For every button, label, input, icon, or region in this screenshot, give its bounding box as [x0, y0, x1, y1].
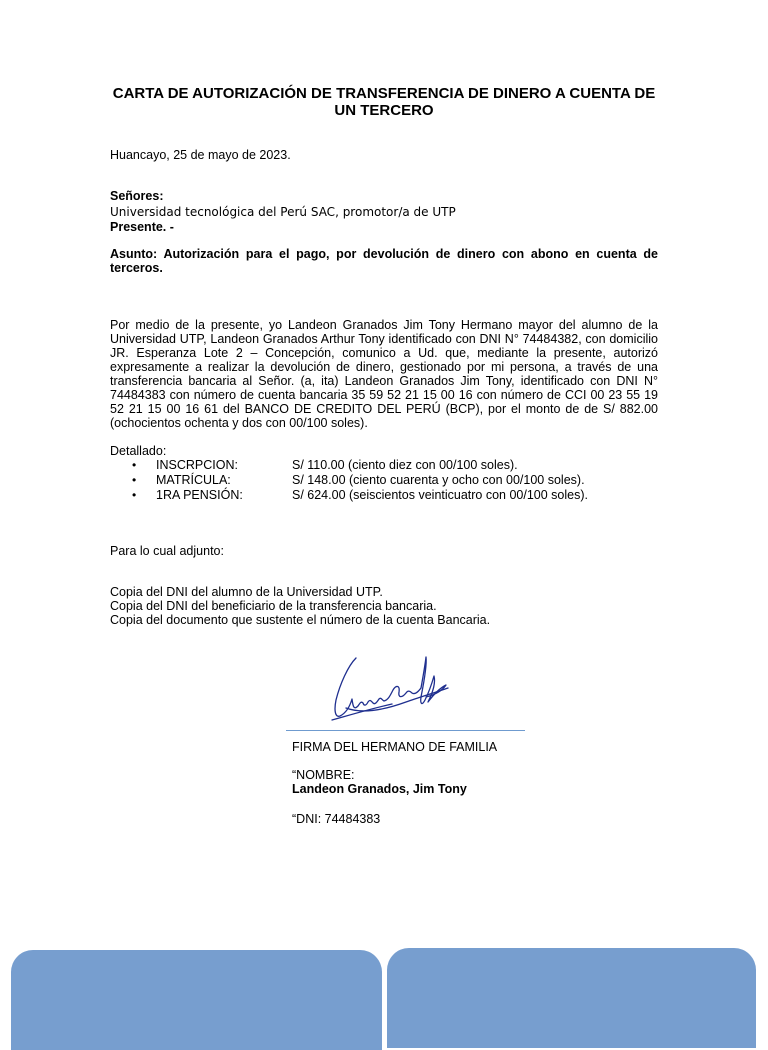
addressee-salutation: Señores: [110, 189, 164, 203]
attachment-item: Copia del DNI del alumno de la Universidad UTP. [110, 585, 383, 599]
detail-label: Detallado: [110, 444, 167, 458]
document-title: CARTA DE AUTORIZACIÓN DE TRANSFERENCIA DE DINERO A CUENTA DE UN TERCERO [112, 85, 656, 119]
signer-name-label: “NOMBRE: [292, 768, 355, 782]
footer-band-left [11, 950, 382, 1050]
bullet-icon: • [132, 488, 137, 502]
addressee-institution: Universidad tecnológica del Perú SAC, promotor/a de UTP [110, 205, 456, 219]
detail-item-name: INSCRPCION: [156, 458, 238, 472]
signer-name: Landeon Granados, Jim Tony [292, 782, 467, 796]
handwritten-signature [326, 652, 452, 728]
subject: Asunto: Autorización para el pago, por devolución de dinero con abono en cuenta de terceros. [110, 247, 658, 275]
detail-row [110, 488, 670, 503]
place-date: Huancayo, 25 de mayo de 2023. [110, 148, 291, 162]
detail-item-name: 1RA PENSIÓN: [156, 488, 243, 502]
detail-item-amount: S/ 110.00 (ciento diez con 00/100 soles). [292, 458, 518, 472]
bullet-icon: • [132, 458, 137, 472]
addressee-presente [110, 220, 174, 234]
footer-band-right [387, 948, 756, 1048]
signature-line [286, 730, 525, 731]
detail-item-name: MATRÍCULA: [156, 473, 231, 487]
detail-item-amount: S/ 148.00 (ciento cuarenta y ocho con 00/100 soles). [292, 473, 585, 487]
presente-label: Presente. - [110, 220, 174, 234]
attachment-item: Copia del DNI del beneficiario de la transferencia bancaria. [110, 599, 437, 613]
signer-dni: “DNI: 74484383 [292, 812, 381, 826]
signature-caption: FIRMA DEL HERMANO DE FAMILIA [292, 740, 498, 754]
attachment-item: Copia del documento que sustente el número de la cuenta Bancaria. [110, 613, 491, 627]
detail-item-amount: S/ 624.00 (seiscientos veinticuatro con 00/100 soles). [292, 488, 589, 502]
detail-row [110, 473, 670, 488]
detail-row [110, 458, 670, 473]
attach-intro: Para lo cual adjunto: [110, 544, 224, 558]
body-paragraph: Por medio de la presente, yo Landeon Granados Jim Tony Hermano mayor del alumno de la Universidad UTP, Landeon Granados Arthur Tony identificado con DNI N° 74484382, con domicilio JR. Esperanza Lote 2 – Concepción, comunico a Ud. que, mediante la presente, autorizó expresamente a realizar la devolución de dinero, gestionado por mi persona, a través de una transferencia bancaria al Señor. (a, ita) Landeon Granados Jim Tony, identificado con DNI N° 74484383 con número de cuenta bancaria 35 59 52 21 15 00 16 con número de CCI 00 23 55 19 52 21 15 00 16 61 del BANCO DE CREDITO DEL PERÚ (BCP), por el monto de de S/ 882.00 (ochocientos ochenta y dos con 00/100 soles). [110, 318, 658, 430]
bullet-icon: • [132, 473, 137, 487]
